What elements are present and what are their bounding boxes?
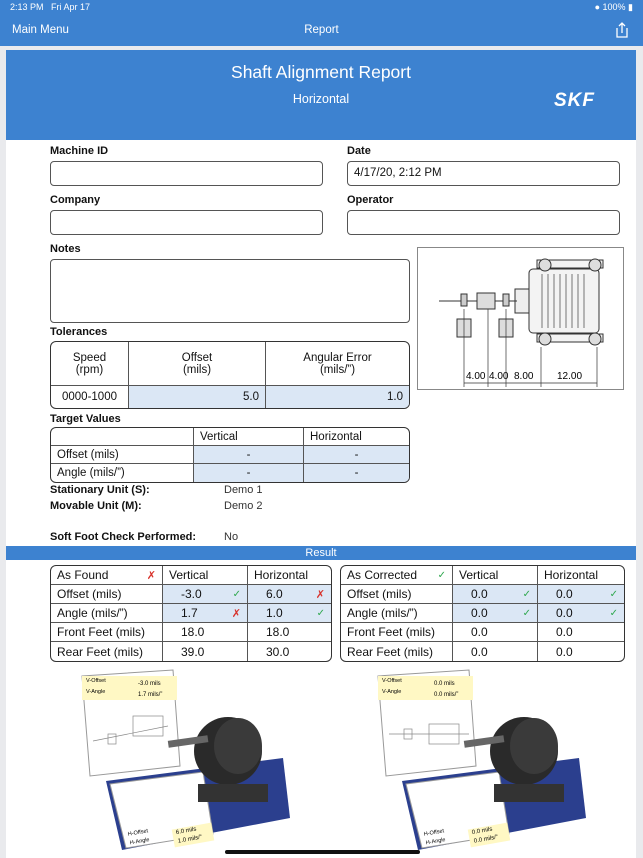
as-found-angle-vertical: 1.7 ✗ bbox=[163, 604, 248, 623]
navigation-bar bbox=[0, 14, 643, 46]
target-corner bbox=[51, 428, 194, 446]
as-corrected-row-label: Rear Feet (mils) bbox=[341, 642, 453, 661]
operator-label: Operator bbox=[347, 194, 394, 206]
as-found-front-horizontal: 18.0 bbox=[248, 623, 331, 642]
thumb-left-v-angle-label: V-Angle bbox=[86, 689, 106, 695]
as-found-rear-vertical: 39.0 bbox=[163, 642, 248, 661]
thumb-right-v-angle-label: V-Angle bbox=[382, 689, 402, 695]
as-corrected-header-horizontal: Horizontal bbox=[538, 566, 624, 585]
as-corrected-row-label: Front Feet (mils) bbox=[341, 623, 453, 642]
target-offset-horizontal[interactable]: - bbox=[304, 446, 409, 464]
as-corrected-header bbox=[341, 566, 453, 585]
tol-speed-value: 0000-1000 bbox=[51, 386, 129, 408]
cross-icon: ✗ bbox=[315, 588, 325, 601]
check-icon: ✓ bbox=[609, 588, 618, 600]
thumb-left-h-angle: 1.0 mils/” bbox=[177, 834, 203, 845]
thumb-right-h-offset-label: H-Offset bbox=[423, 828, 445, 838]
check-icon: ✓ bbox=[232, 588, 241, 600]
as-corrected-angle-horizontal: 0.0 ✓ bbox=[538, 604, 624, 623]
as-corrected-offset-horizontal: 0.0 ✓ bbox=[538, 585, 624, 604]
thumb-right-h-angle: 0.0 mils/” bbox=[473, 834, 499, 845]
movable-unit-label: Movable Unit (M): bbox=[50, 500, 142, 512]
as-corrected-offset-vertical: 0.0 ✓ bbox=[453, 585, 538, 604]
skf-logo: SKF bbox=[554, 90, 595, 111]
target-row-label: Offset (mils) bbox=[51, 446, 194, 464]
check-icon: ✓ bbox=[522, 588, 531, 600]
thumb-right-h-angle-label: H-Angle bbox=[425, 836, 447, 847]
as-found-row-label: Front Feet (mils) bbox=[51, 623, 163, 642]
as-found-header-vertical: Vertical bbox=[163, 566, 248, 585]
machine-id-field[interactable] bbox=[50, 161, 323, 186]
thumb-left-v-offset-label: V-Offset bbox=[86, 678, 106, 684]
operator-field[interactable] bbox=[347, 210, 620, 235]
thumb-right-h-offset: 0.0 mils bbox=[471, 826, 493, 837]
dim-label-1: 4.00 bbox=[466, 371, 486, 382]
check-icon: ✓ bbox=[437, 569, 446, 581]
soft-foot-value: No bbox=[224, 531, 239, 543]
as-corrected-rear-vertical: 0.0 bbox=[453, 642, 538, 661]
as-found-row-label: Angle (mils/”) bbox=[51, 604, 163, 623]
cross-icon: ✗ bbox=[146, 569, 156, 582]
as-corrected-row-label: Offset (mils) bbox=[341, 585, 453, 604]
target-angle-vertical[interactable]: - bbox=[194, 464, 304, 482]
target-offset-vertical[interactable]: - bbox=[194, 446, 304, 464]
share-icon[interactable] bbox=[613, 21, 631, 39]
notes-label: Notes bbox=[50, 243, 81, 255]
as-found-table bbox=[50, 565, 332, 662]
as-found-machine-image bbox=[78, 666, 298, 851]
as-found-rear-horizontal: 30.0 bbox=[266, 644, 290, 659]
check-icon: ✓ bbox=[609, 607, 618, 619]
as-found-offset-vertical: -3.0 ✓ bbox=[163, 585, 248, 604]
status-time-date: 2:13 PM Fri Apr 17 bbox=[10, 2, 91, 12]
target-header-horizontal: Horizontal bbox=[304, 428, 409, 446]
as-found-header-horizontal: Horizontal bbox=[248, 566, 331, 585]
as-found-offset-horizontal: 6.0 ✗ bbox=[248, 585, 331, 604]
tolerances-table bbox=[50, 341, 410, 409]
target-values-table bbox=[50, 427, 410, 483]
tol-angular-value[interactable]: 1.0 bbox=[266, 386, 409, 408]
cross-icon: ✗ bbox=[231, 607, 241, 620]
stationary-unit-label: Stationary Unit (S): bbox=[50, 484, 150, 496]
thumb-left-h-offset-label: H-Offset bbox=[127, 828, 149, 838]
home-indicator[interactable] bbox=[225, 850, 420, 854]
shaft-alignment-diagram bbox=[417, 247, 624, 390]
tol-header-offset: Offset (mils) bbox=[129, 342, 266, 386]
tol-header-angular: Angular Error (mils/”) bbox=[266, 342, 409, 386]
report-header bbox=[6, 50, 636, 140]
thumb-right-v-angle: 0.0 mils/” bbox=[434, 692, 459, 698]
soft-foot-label: Soft Foot Check Performed: bbox=[50, 531, 197, 543]
dim-label-2: 4.00 bbox=[489, 371, 509, 382]
as-found-row-label: Rear Feet (mils) bbox=[51, 642, 163, 661]
as-corrected-machine-image bbox=[374, 666, 594, 851]
as-corrected-front-vertical: 0.0 bbox=[453, 623, 538, 642]
status-bar bbox=[0, 0, 643, 14]
result-section-bar: Result bbox=[6, 546, 636, 560]
as-corrected-rear-horizontal: 0.0 bbox=[556, 644, 573, 659]
thumb-left-v-offset: -3.0 mils bbox=[138, 681, 161, 687]
check-icon: ✓ bbox=[316, 607, 325, 619]
notes-field[interactable] bbox=[50, 259, 410, 323]
stationary-unit-value: Demo 1 bbox=[224, 484, 263, 496]
date-field[interactable]: 4/17/20, 2:12 PM bbox=[347, 161, 620, 186]
target-header-vertical: Vertical bbox=[194, 428, 304, 446]
tol-offset-value[interactable]: 5.0 bbox=[129, 386, 266, 408]
dim-label-4: 12.00 bbox=[557, 371, 583, 382]
as-corrected-row-label: Angle (mils/”) bbox=[341, 604, 453, 623]
machine-id-label: Machine ID bbox=[50, 145, 109, 157]
main-menu-button[interactable]: Main Menu bbox=[12, 24, 69, 36]
thumb-left-h-offset: 6.0 mils bbox=[175, 826, 197, 837]
nav-title: Report bbox=[304, 24, 339, 36]
target-row-label: Angle (mils/”) bbox=[51, 464, 194, 482]
thumb-left-h-angle-label: H-Angle bbox=[129, 836, 151, 847]
report-subtitle: Horizontal bbox=[292, 92, 350, 106]
dim-label-3: 8.00 bbox=[514, 371, 534, 382]
as-corrected-header-vertical: Vertical bbox=[453, 566, 538, 585]
as-found-row-label: Offset (mils) bbox=[51, 585, 163, 604]
status-battery: ● 100% ▮ bbox=[594, 2, 633, 12]
date-label: Date bbox=[347, 145, 371, 157]
report-title: Shaft Alignment Report bbox=[231, 62, 411, 82]
tol-header-speed: Speed (rpm) bbox=[51, 342, 129, 386]
as-corrected-title: As Corrected bbox=[347, 568, 418, 582]
as-corrected-table bbox=[340, 565, 625, 662]
thumb-left-v-angle: 1.7 mils/” bbox=[138, 692, 163, 698]
target-values-label: Target Values bbox=[50, 413, 121, 425]
as-found-header bbox=[51, 566, 163, 585]
thumb-right-v-offset-label: V-Offset bbox=[382, 678, 402, 684]
as-found-angle-horizontal: 1.0 ✓ bbox=[248, 604, 331, 623]
company-field[interactable] bbox=[50, 210, 323, 235]
tolerances-label: Tolerances bbox=[50, 326, 108, 338]
check-icon: ✓ bbox=[522, 607, 531, 619]
company-label: Company bbox=[50, 194, 101, 206]
as-corrected-angle-vertical: 0.0 ✓ bbox=[453, 604, 538, 623]
movable-unit-value: Demo 2 bbox=[224, 500, 263, 512]
report-page bbox=[6, 50, 636, 858]
target-angle-horizontal[interactable]: - bbox=[304, 464, 409, 482]
as-found-title: As Found bbox=[57, 568, 109, 582]
as-corrected-front-horizontal: 0.0 bbox=[538, 623, 624, 642]
as-found-front-vertical: 18.0 bbox=[163, 623, 248, 642]
thumb-right-v-offset: 0.0 mils bbox=[434, 681, 455, 687]
